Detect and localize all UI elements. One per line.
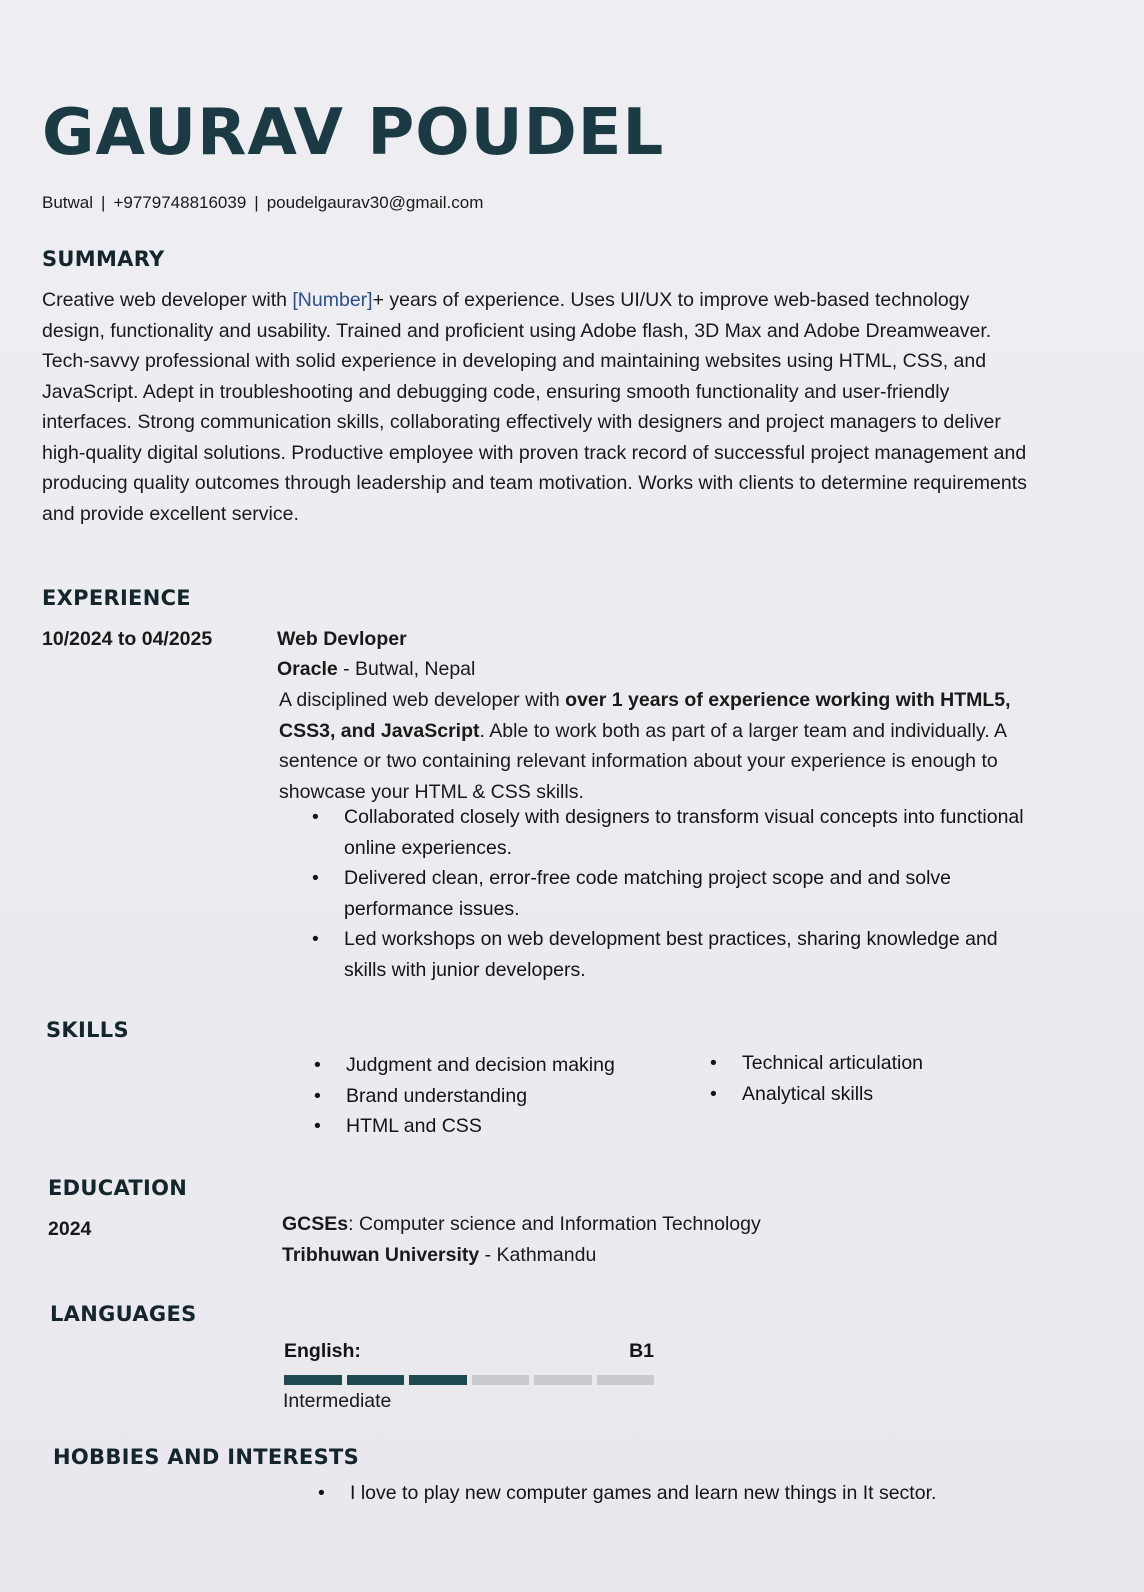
summary-placeholder: [Number]	[292, 289, 373, 311]
language-description: Intermediate	[283, 1390, 392, 1412]
degree-label: GCSEs	[282, 1213, 349, 1235]
contact-phone: +9779748816039	[113, 193, 247, 212]
skill-item: • Analytical skills	[710, 1079, 1030, 1110]
skills-column-1	[314, 1050, 694, 1142]
job-desc-start: A disciplined web developer with	[279, 689, 566, 711]
experience-dates: 10/2024 to 04/2025	[42, 628, 213, 650]
hobby-item: • I love to play new computer games and learn new things in It sector.	[318, 1478, 1038, 1509]
experience-heading: EXPERIENCE	[42, 586, 191, 610]
job-desc-rest: . Able to work both as part of a larger team and individually. A sentence or two containing relevant information about your experience is enough to showcase your HTML & CSS skills.	[279, 719, 1006, 803]
separator: |	[254, 193, 259, 212]
company-name: Oracle	[277, 658, 338, 680]
summary-text	[42, 285, 1032, 529]
school-location: - Kathmandu	[479, 1244, 597, 1266]
skill-item: • HTML and CSS	[314, 1111, 694, 1142]
separator: |	[101, 193, 106, 212]
education-year: 2024	[48, 1218, 92, 1240]
hobbies-heading: HOBBIES AND INTERESTS	[53, 1445, 360, 1469]
hobbies-list	[318, 1478, 1038, 1509]
languages-heading: LANGUAGES	[50, 1302, 197, 1326]
job-title: Web Devloper	[277, 628, 407, 650]
degree-name: : Computer science and Information Technology	[348, 1213, 761, 1235]
language-name: English:	[284, 1340, 361, 1362]
job-company	[277, 654, 475, 685]
company-location: - Butwal, Nepal	[337, 658, 476, 680]
education-school	[282, 1240, 596, 1271]
experience-bullets	[312, 802, 1032, 985]
proficiency-segment-empty	[472, 1375, 530, 1385]
proficiency-segment-filled	[284, 1375, 342, 1385]
skill-item: • Technical articulation	[710, 1048, 1030, 1079]
proficiency-segment-filled	[347, 1375, 405, 1385]
summary-text-rest: + years of experience. Uses UI/UX to improve web-based technology design, functionality and usability. Trained and proficient using Adobe flash, 3D Max and Adobe Dreamweaver. Tech-savvy professional with solid experience in developing and maintaining websites using HTML, CSS, and JavaScript. Adept in troubleshooting and debugging code, ensuring smooth functionality and user-friendly interfaces. Strong communication skills, collaborating effectively with designers and project managers to deliver high-quality digital solutions. Productive employee with proven track record of successful project management and producing quality outcomes through leadership and team motivation. Works with clients to determine requirements and provide excellent service.	[42, 289, 1027, 525]
contact-location: Butwal	[42, 193, 94, 212]
candidate-name: GAURAV POUDEL	[42, 96, 665, 170]
skills-column-2	[710, 1048, 1030, 1109]
language-level: B1	[629, 1340, 654, 1362]
experience-bullet: • Led workshops on web development best practices, sharing knowledge and skills with junior developers.	[312, 924, 1032, 985]
language-proficiency-bar	[284, 1375, 654, 1385]
language-row	[284, 1340, 654, 1363]
job-description	[279, 685, 1064, 807]
school-name: Tribhuwan University	[282, 1244, 480, 1266]
proficiency-segment-empty	[534, 1375, 592, 1385]
skill-item: • Judgment and decision making	[314, 1050, 694, 1081]
education-degree	[282, 1209, 761, 1240]
proficiency-segment-filled	[409, 1375, 467, 1385]
job-desc-bold: over 1 years of experience working with HTML5, CSS3, and JavaScript	[279, 689, 1011, 742]
skill-item: • Brand understanding	[314, 1081, 694, 1112]
experience-bullet: • Delivered clean, error-free code matching project scope and and solve performance issues.	[312, 863, 1032, 924]
experience-bullet: • Collaborated closely with designers to transform visual concepts into functional online experiences.	[312, 802, 1032, 863]
summary-text-start: Creative web developer with	[42, 289, 293, 311]
summary-heading: SUMMARY	[42, 247, 165, 271]
skills-heading: SKILLS	[46, 1018, 129, 1042]
contact-email[interactable]: poudelgaurav30@gmail.com	[266, 193, 484, 212]
contact-line	[42, 193, 483, 213]
proficiency-segment-empty	[597, 1375, 655, 1385]
education-heading: EDUCATION	[48, 1176, 188, 1200]
